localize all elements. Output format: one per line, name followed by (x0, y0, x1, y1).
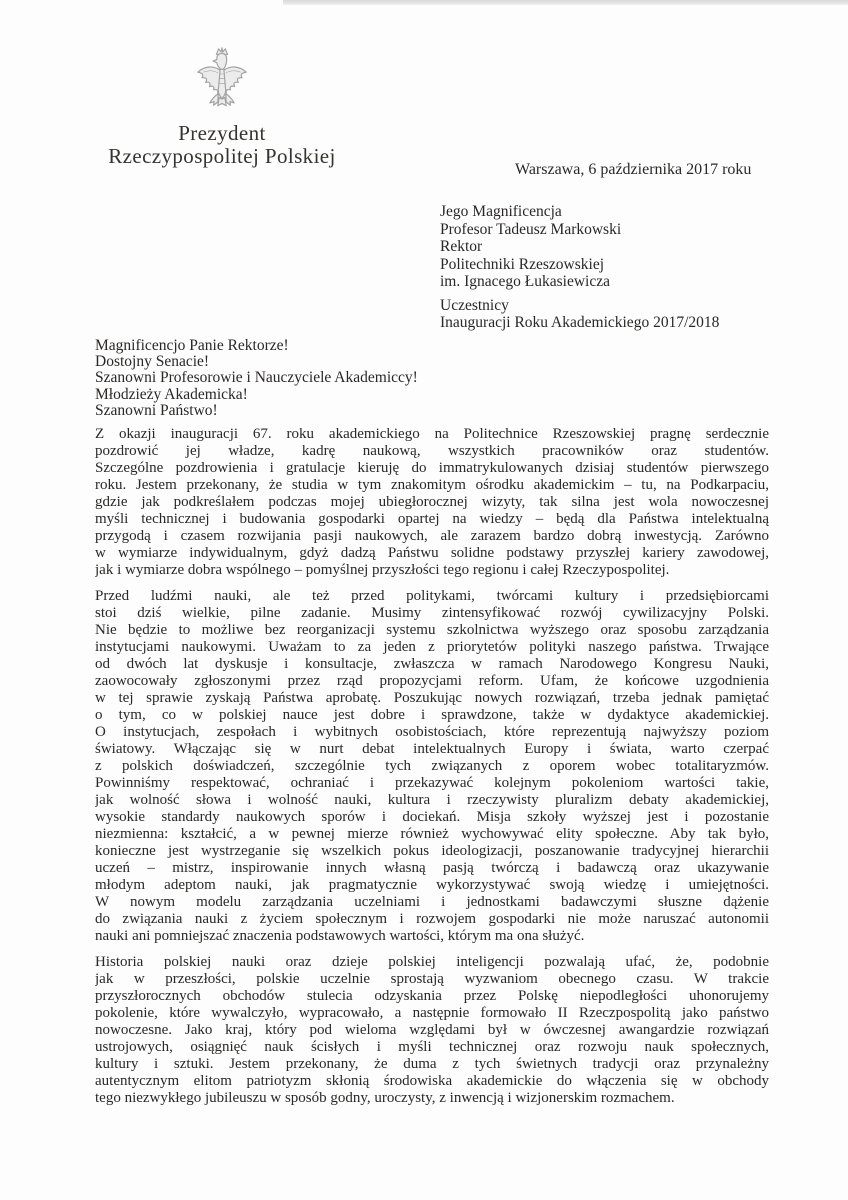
recipient-block (440, 203, 719, 332)
text-line: kultury i sztuki. Jestem przekonany, że duma z tych świetnych tradycji oraz przynależny (95, 1056, 769, 1072)
text-line: ustrojowych, osiągnięć nauk ścisłych i myśli technicznej oraz rozwoju nauk społecznych, (95, 1039, 769, 1055)
text-line: W nowym modelu zarządzania uczelniami i jednostkami badawczymi słuszne dążenie (95, 894, 769, 910)
text-line: Młodzieży Akademicka! (95, 385, 248, 403)
polish-eagle-emblem-icon (194, 46, 250, 116)
scan-artifact-top-edge (283, 0, 848, 5)
text-line: młodym adeptom nauki, jak pragmatycznie wykorzystywać swoją wiedzę i umiejętności. (95, 877, 769, 893)
dateline: Warszawa, 6 października 2017 roku (515, 161, 752, 178)
text-line: roku. Jestem przekonany, że studia w tym znakomitym ośrodku akademickim – tu, na Podkarpaciu, (95, 477, 769, 493)
text-line: przygodą i czasem rozwijania pasji naukowych, ale zarazem bardzo dobrą inwestycją. Zarówno (95, 528, 769, 544)
text-line: pokolenie, które wywalczyło, wypracowało, a następnie formowało II Rzeczpospolitą jako państwo (95, 1005, 769, 1021)
paragraph-2 (95, 588, 769, 945)
text-line: gdzie jak podkreślałem podczas mojej ubiegłorocznej wizyty, tak silna jest wola nowoczesnej (95, 494, 769, 510)
text-line: w wymiarze indywidualnym, gdyż dadzą Państwu solidne podstawy przyszłej kariery zawodowej, (95, 545, 769, 561)
text-line: instytucjami naukowymi. Uważam to za jeden z priorytetów polityki naszego państwa. Trwające (95, 639, 769, 655)
letter-body (95, 426, 769, 1116)
text-line: o tym, co w polskiej nauce jest dobre i sprawdzone, także w dydaktyce akademickiej. (95, 707, 769, 723)
text-line: Rektor (440, 238, 483, 255)
text-line: zaowocowały zgłoszonymi przez rząd propozycjami reform. Ufam, że końcowe uzgodnienia (95, 673, 769, 689)
text-line: autentycznym elitom patriotyzm skłonią środowiska akademickie do włączenia się w obchody (95, 1073, 769, 1089)
text-line: Uczestnicy (440, 296, 509, 314)
recipient-rector-address (440, 203, 719, 291)
text-line: uczeń – mistrz, inspirowanie innych własną pasją twórczą i badawczą oraz ukazywanie (95, 860, 769, 876)
text-line: jak w przeszłości, polskie uczelnie sprostają wyzwaniom obecnego czasu. W trakcie (95, 971, 769, 987)
text-line: przyszłorocznych obchodów stulecia odzyskania przez Polskę niepodległości uhonorujemy (95, 988, 769, 1004)
salutation-block (95, 338, 418, 419)
paragraph-1 (95, 426, 769, 579)
letterhead (96, 46, 348, 168)
text-line: Powinniśmy respektować, ochraniać i przekazywać kolejnym pokoleniom wartości takie, (95, 775, 769, 791)
text-line: Profesor Tadeusz Markowski (440, 220, 622, 238)
text-line: Jego Magnificencja (440, 203, 562, 220)
text-line: im. Ignacego Łukasiewicza (440, 273, 610, 290)
letterhead-title-line1: Prezydent (178, 121, 266, 145)
text-line: z polskich doświadczeń, szczególnie tych związanych z oporem wobec totalitaryzmów. (95, 758, 769, 774)
text-line: tego niezwykłego jubileuszu w sposób godny, uroczysty, z inwencją i wizjonerskim rozmachem. (95, 1090, 675, 1106)
text-line: Politechniki Rzeszowskiej (440, 255, 605, 273)
text-line: światowy. Włączając się w nurt debat intelektualnych Europy i świata, warto czerpać (95, 741, 769, 757)
text-line: wysokie standardy naukowych sporów i dociekań. Misja szkoły wyższej jest i pozostanie (95, 809, 769, 825)
text-line: w tej sprawie zyskają Państwa aprobatę. Poszukując nowych rozwiązań, trzeba jednak pamiętać (95, 690, 769, 706)
letterhead-title-line2: Rzeczypospolitej Polskiej (108, 144, 336, 168)
text-line: Szanowni Państwo! (95, 401, 218, 419)
text-line: stoi dziś wielkie, pilne zadanie. Musimy zintensyfikować rozwój cywilizacyjny Polski. (95, 605, 769, 621)
text-line: od dwóch lat dyskusje i konsultacje, zwłaszcza w ramach Narodowego Kongresu Nauki, (95, 656, 769, 672)
paragraph-3 (95, 954, 769, 1107)
text-line: nauki ani pomniejszać znaczenia podstawowych wartości, którym ma ona służyć. (95, 928, 585, 944)
text-line: Nie będzie to możliwe bez reorganizacji systemu szkolnictwa wyższego oraz sposobu zarządzania (95, 622, 769, 638)
text-line: Magnificencjo Panie Rektorze! (95, 337, 289, 354)
text-line: jak i wymiarze dobra wspólnego – pomyślnej przyszłości tego regionu i całej Rzeczypospolitej. (95, 562, 670, 578)
text-line: do związania nauki z życiem społecznym i rozwojem gospodarki nie może naruszać autonomii (95, 911, 769, 927)
text-line: niezmienna: kształcić, a w pewnej mierze również wychowywać elity społeczne. Aby tak było, (95, 826, 769, 842)
text-line: jak wolność słowa i wolność nauki, kultura i rzeczywisty pluralizm debaty akademickiej, (95, 792, 769, 808)
text-line: Szanowni Profesorowie i Nauczyciele Akademiccy! (95, 369, 418, 387)
text-line: Szczególne pozdrowienia i gratulacje kieruję do immatrykulowanych dzisiaj studentów pierwszego (95, 460, 769, 476)
text-line: myśli technicznej i budowania gospodarki opartej na wiedzy – będą dla Państwa intelektualną (95, 511, 769, 527)
recipient-participants-address (440, 297, 719, 332)
text-line: Dostojny Senacie! (95, 353, 210, 371)
text-line: Przed ludźmi nauki, ale też przed politykami, twórcami kultury i przedsiębiorcami (95, 588, 769, 604)
text-line: O instytucjach, zespołach i wybitnych osobistościach, które reprezentują najwyższy poziom (95, 724, 769, 740)
text-line: Historia polskiej nauki oraz dzieje polskiej inteligencji pozwalają ufać, że, podobnie (95, 954, 769, 970)
text-line: pozdrowić jej władze, kadrę naukową, wszystkich pracowników oraz studentów. (95, 443, 769, 459)
text-line: konieczne jest wystrzeganie się wszelkich pokus ideologizacji, poszanowanie tradycyjnej hierarchii (95, 843, 769, 859)
text-line: Z okazji inauguracji 67. roku akademickiego na Politechnice Rzeszowskiej pragnę serdecznie (95, 426, 769, 442)
text-line: Inauguracji Roku Akademickiego 2017/2018 (440, 314, 720, 331)
text-line: nowoczesne. Jako kraj, który pod wieloma względami był w ówczesnej awangardzie rozwiązań (95, 1022, 769, 1038)
